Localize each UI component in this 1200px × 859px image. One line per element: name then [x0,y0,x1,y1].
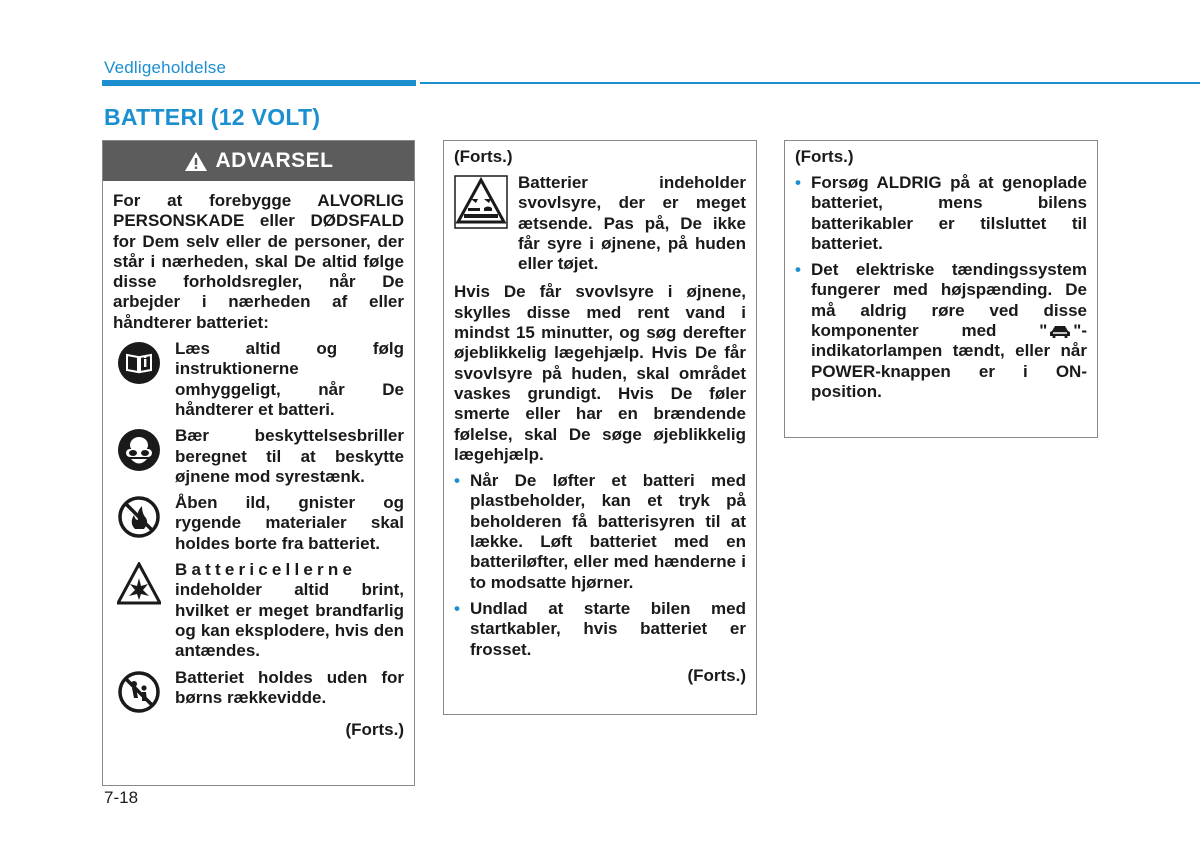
item-text: Batteriet holdes uden for børns rækkevidde. [175,667,404,707]
list-item [454,471,746,593]
page-title: BATTERI (12 VOLT) [104,104,321,130]
list-item [113,668,404,714]
list-item [113,339,404,420]
no-children-icon [117,670,161,714]
manual-icon [117,341,161,385]
list-item [113,493,404,554]
bullet-text [811,260,1087,402]
bullet-dot: • [454,598,460,618]
item-text: Læs altid og følg instruktionerne omhyggeligt, når De håndterer et batteri. [175,339,404,419]
list-item [113,426,404,487]
forts-label: (Forts.) [687,665,746,685]
goggles-icon [117,428,161,472]
item-text: Battericellerne indeholder altid brint, hvilket er meget brandfarlig og kan eksplodere, hvis den antændes. [175,560,404,661]
warning-box [102,140,415,786]
content-box [784,140,1098,438]
header-rule-thick [102,80,416,86]
bullet-text-before: Det elektriske tændingssystem fungerer med højspænding. De må aldrig røre ved disse komponenter med " [811,260,1087,341]
item-text: Åben ild, gnister og rygende materialer skal holdes borte fra batteriet. [175,493,404,553]
bullet-dot: • [795,260,801,280]
list-item [113,560,404,661]
section-label: Vedligeholdelse [104,58,227,77]
spaced-word: Battericellerne [175,560,357,580]
acid-text: Batterier indeholder svovlsyre, der er meget ætsende. Pas på, De ikke får syre i øjnene, på huden eller tøjet. [518,173,746,274]
warning-header [103,141,414,181]
warning-label: ADVARSEL [215,149,334,172]
explosion-icon [117,562,161,606]
no-fire-icon [117,495,161,539]
acid-warning [454,173,746,274]
bullet-text: Forsøg ALDRIG på at genoplade batteriet, mens bilens batterikabler er tilsluttet til batteriet. [811,173,1087,253]
item-text: Bær beskyttelsesbriller beregnet til at beskytte øjnene mod syrestænk. [175,426,404,486]
first-aid-paragraph: Hvis De får svovlsyre i øjnene, skylles disse med rent vand i mindst 15 minutter, og søg derefter øjeblikkelig lægehjælp. Hvis De får svovlsyre på huden, skal området vaskes grundigt. Hvis De føler smerte eller har en brændende følelse, skal De søge øjeblikkelig lægehjælp. [454,282,746,464]
list-item [454,599,746,660]
page-number: 7-18 [104,788,139,807]
content-box [443,140,757,715]
corrosive-icon [454,175,508,229]
list-item [795,260,1087,402]
header-rule-thin [420,82,1200,84]
list-item [795,173,1087,254]
ready-car-icon [1049,324,1071,338]
bullet-dot: • [795,173,801,192]
warning-triangle-icon [184,151,208,172]
forts-label: (Forts.) [345,719,404,739]
forts-label: (Forts.) [795,147,854,166]
bullet-text: Undlad at starte bilen med startkabler, hvis batteriet er frosset. [470,598,746,659]
bullet-text: Når De løfter et batteri med plastbeholder, kan et tryk på beholderen få batterisyren til at lække. Løft batteriet med en batteriløfter, eller med hænderne i to modsatte hjørner. [470,471,746,592]
warning-intro: For at forebygge ALVORLIG PERSONSKADE eller DØDSFALD for Dem selv eller de personer, der står i nærheden, skal De altid følge disse forholdsregler, når De arbejder i nærheden af eller håndterer batteriet: [113,191,404,332]
bullet-dot: • [454,471,460,491]
bullet-text-after: "-indikatorlampen tændt, eller når POWER-knappen er i ON-position. [811,321,1087,401]
forts-label: (Forts.) [454,147,513,166]
